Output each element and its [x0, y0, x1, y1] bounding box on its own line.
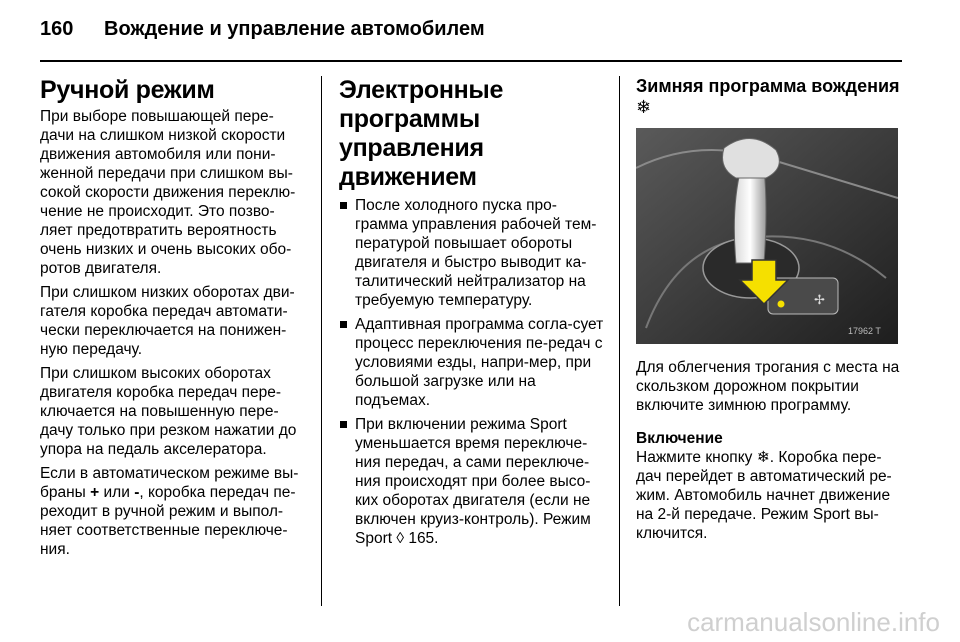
column-manual-mode	[40, 76, 304, 564]
manual-mode-paragraph-2: При слишком низких оборотах дви-гателя коробка передач автомати-чески переключается на понижен-ную передачу.	[40, 284, 295, 358]
header-rule	[40, 60, 902, 62]
list-item	[339, 315, 609, 410]
winter-program-paragraph-2: Нажмите кнопку ❄. Коробка пере-дач перейдет в автоматический ре-жим. Автомобиль начнет движение на 2-й передаче. Режим Sport вы-ключится.	[636, 449, 892, 542]
electronic-programs-list	[339, 196, 609, 548]
figure-code: 17962 T	[848, 326, 881, 336]
column-electronic-programs	[339, 76, 609, 553]
list-item-text: Адаптивная программа согла-сует процесс переключения пе-редач с условиями езды, напри-мер, при большой загрузке или на подъемах.	[355, 316, 604, 409]
column-winter-program	[636, 76, 902, 548]
svg-text:✢: ✢	[814, 293, 825, 308]
para4-text-a: Если в автоматическом режиме вы-браны	[40, 465, 299, 501]
minus-symbol: -	[134, 484, 140, 501]
gear-selector-illustration	[636, 128, 898, 344]
page-header	[40, 14, 485, 44]
para4-text-b: или	[99, 484, 135, 501]
bullet-square-icon	[340, 202, 347, 209]
manual-mode-heading: Ручной режим	[40, 76, 215, 104]
manual-mode-paragraph-1: При выборе повышающей пере-дачи на слишком низкой скорости движения автомобиля или пони-женной передачи при слишком вы-сокой скорости движения переклю-чение не происходит. Это позво-ляет предотвратить вероятность очень низких и очень высоких обо-ротов двигателя.	[40, 108, 296, 277]
para4-text-c: , коробка передач пе-реходит в ручной режим и выпол-няет соответственные переключе-ния.	[40, 484, 296, 558]
winter-program-paragraph-1: Для облегчения трогания с места на скользком дорожном покрытии включите зимнюю программу.	[636, 359, 900, 414]
column-divider-1	[321, 76, 322, 606]
list-item	[339, 415, 609, 548]
manual-mode-paragraph-3: При слишком высоких оборотах двигателя коробка передач пере-ключается на повышенную пере-дачу только при резком нажатии до упора на педаль акселератора.	[40, 365, 297, 458]
column-divider-2	[619, 76, 620, 606]
watermark: carmanualsonline.info	[687, 607, 940, 637]
manual-mode-paragraph-4	[40, 464, 304, 559]
list-item-text: При включении режима Sport уменьшается время переключе-ния передач, а сами переключе-ния происходят при более высо-ких оборотах двигателя (если не включен круиз-контроль). Режим Sport ◊ 165.	[355, 416, 591, 547]
electronic-programs-heading: Электронные программы управления движением	[339, 76, 504, 191]
page-header-title: Вождение и управление автомобилем	[104, 17, 485, 40]
bullet-square-icon	[340, 421, 347, 428]
plus-symbol: +	[90, 484, 100, 501]
activation-subheading: Включение	[636, 430, 723, 447]
list-item-text: После холодного пуска про-грамма управления рабочей тем-пературой повышает обороты двигателя и быстро выводит ка-талитический нейтрализатор на требуемую температуру.	[355, 197, 597, 309]
winter-program-heading: Зимняя программа вождения ❄	[636, 76, 900, 117]
bullet-square-icon	[340, 321, 347, 328]
page-number: 160	[40, 17, 74, 40]
list-item	[339, 196, 609, 310]
